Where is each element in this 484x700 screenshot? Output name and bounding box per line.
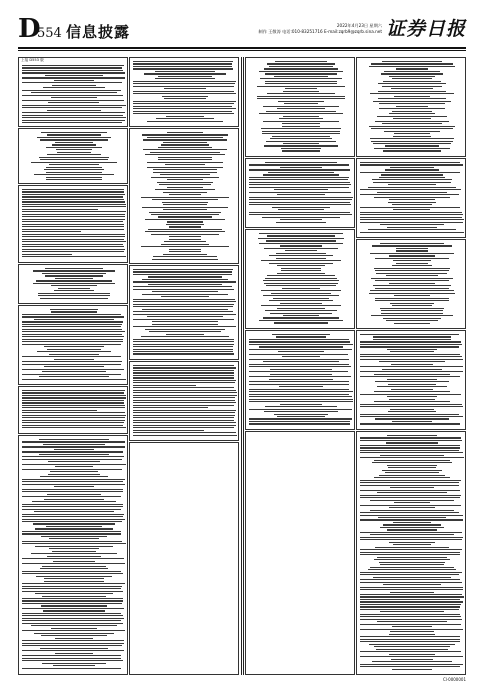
announcement-text-lines [249, 162, 353, 224]
announcement-text-lines [22, 132, 126, 182]
announcement-block [18, 264, 128, 304]
announcement-block [356, 57, 466, 157]
announcement-text-lines [22, 309, 126, 381]
announcement-block [356, 158, 466, 238]
announcement-block [245, 158, 355, 228]
announcement-text-lines [249, 233, 353, 325]
announcement-block [245, 229, 355, 329]
section-letter: D [18, 14, 41, 44]
newspaper-logo: 证券日报 [385, 18, 466, 40]
section-title: 信息披露 [66, 23, 131, 41]
announcement-block [18, 386, 128, 434]
publication-date: 2022年4月23日 星期六 [336, 23, 382, 28]
footer-code: Cl·0000001 [443, 677, 466, 682]
announcement-block [18, 57, 128, 127]
continued-from-label: 上接 D553 版 [21, 58, 44, 62]
announcement-text-lines [249, 334, 353, 426]
announcement-block [245, 431, 355, 675]
announcement-text-lines [22, 268, 126, 300]
announcement-block [129, 361, 239, 441]
announcement-block [18, 435, 128, 675]
announcement-block [356, 431, 466, 675]
announcement-text-lines [360, 334, 464, 426]
announcement-text-lines [360, 243, 464, 325]
announcement-text-lines [133, 132, 237, 261]
dateline [259, 23, 383, 35]
masthead-rule [18, 47, 466, 49]
announcement-block [129, 128, 239, 264]
column-divider [241, 57, 242, 675]
masthead [18, 14, 466, 44]
announcement-block [245, 330, 355, 430]
announcement-text-lines [360, 162, 464, 234]
announcement-text-lines [133, 269, 237, 356]
announcement-block [18, 185, 128, 263]
announcement-text-lines [22, 189, 126, 259]
announcement-text-lines [360, 61, 464, 153]
announcement-block [245, 57, 355, 157]
masthead-rule-thin [18, 50, 466, 51]
editor-contact: 制作 王敬涛 电话:010-83251716 E-mail:zqrb9@zqrb.sina.net [258, 29, 382, 34]
announcement-text-lines [22, 390, 126, 430]
announcement-text-lines [360, 435, 464, 671]
announcement-text-lines [133, 61, 237, 123]
announcement-text-lines [22, 65, 126, 125]
announcement-text-lines [133, 365, 237, 437]
announcement-text-lines [22, 439, 126, 670]
column-divider [243, 57, 244, 675]
announcement-block [18, 305, 128, 385]
announcement-block [129, 442, 239, 675]
announcement-block [129, 57, 239, 127]
page-number: 554 [37, 26, 62, 41]
announcement-block [129, 265, 239, 360]
announcement-block [356, 330, 466, 430]
announcement-text-lines [249, 61, 353, 153]
announcement-block [18, 128, 128, 184]
announcement-block [356, 239, 466, 329]
